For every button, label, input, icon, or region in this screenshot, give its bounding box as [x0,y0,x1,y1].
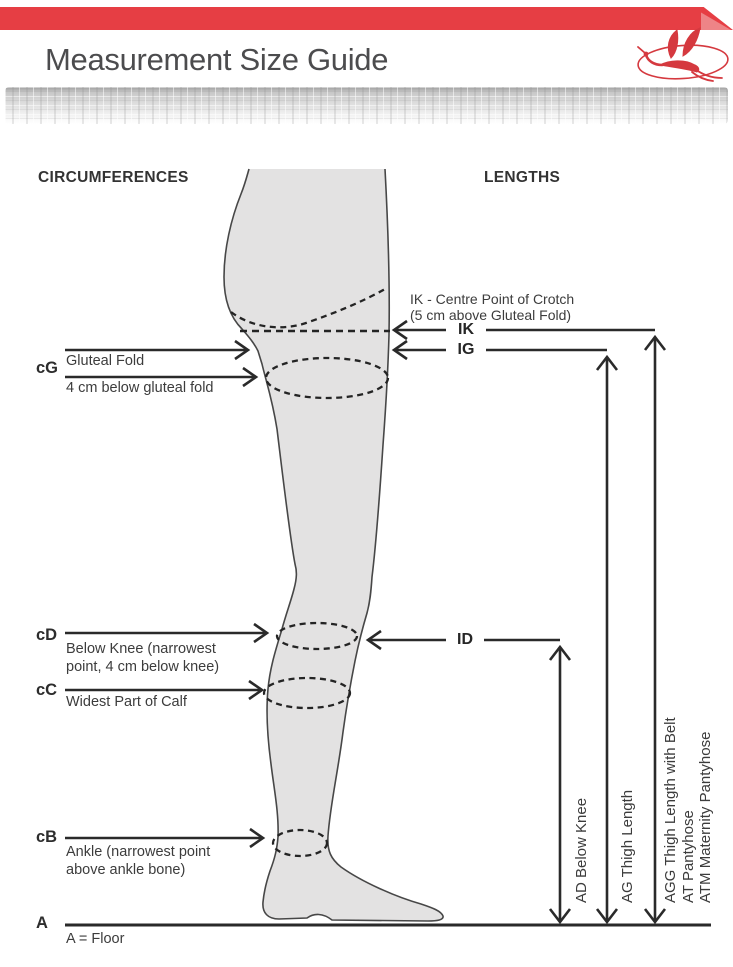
agg-length-label-3: ATM Maternity Pantyhose [697,731,714,903]
page-title: Measurement Size Guide [45,42,389,77]
cc-code-label: cC [36,681,58,699]
vertical-line-ag [597,357,617,922]
agg-length-label-1: AGG Thigh Length with Belt [662,717,679,903]
cd-description-2: point, 4 cm below knee) [66,658,220,675]
cg-code-label: cG [36,359,59,377]
id-label: ID [457,631,473,648]
cb-description-1: Ankle (narrowest point [66,844,211,860]
cg-description-1: Gluteal Fold [66,353,145,369]
arrow-cd [65,624,267,642]
ad-length-label: AD Below Knee [573,797,590,903]
crotch-note-1: IK - Centre Point of Crotch [410,291,575,307]
cd-description-1: Below Knee (narrowest [66,641,216,657]
arrow-ig [394,341,607,359]
lengths-heading: LENGTHS [484,169,561,186]
ik-label: IK [458,321,474,338]
vertical-line-ad [550,647,570,922]
a-code-label: A [36,914,48,932]
cb-description [66,844,210,879]
cc-description: Widest Part of Calf [66,694,187,710]
leg-silhouette [224,169,443,921]
agg-length-label-2: AT Pantyhose [679,810,697,903]
cd-description [66,641,219,676]
a-floor-description: A = Floor [66,931,125,947]
arrow-ik [394,321,655,339]
crotch-note-2: (5 cm above Gluteal Fold) [410,307,572,323]
cd-code-label: cD [36,626,58,644]
cb-code-label: cB [36,828,58,846]
agg-length-labels [662,717,715,903]
ag-length-label: AG Thigh Length [619,789,636,903]
cb-description-2: above ankle bone) [66,861,186,878]
ig-label: IG [457,341,475,358]
cg-description-2: 4 cm below gluteal fold [66,380,214,396]
crotch-note [410,291,574,323]
circumferences-heading: CIRCUMFERENCES [38,169,189,186]
